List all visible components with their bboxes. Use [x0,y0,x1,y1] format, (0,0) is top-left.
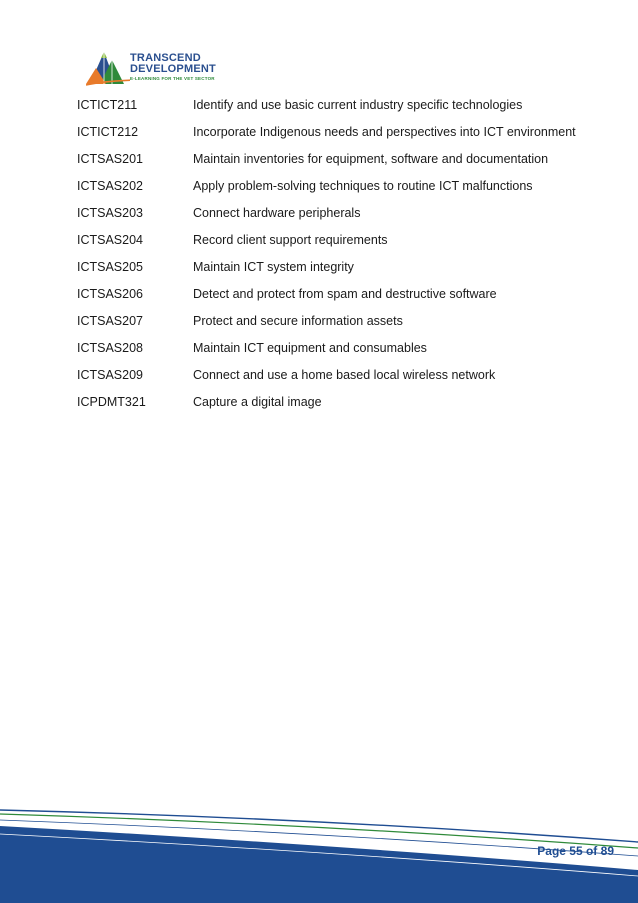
logo-tagline: E-LEARNING FOR THE VET SECTOR [130,76,215,81]
unit-code: ICTSAS204 [77,233,144,247]
unit-list [77,94,577,418]
list-item [77,121,577,143]
logo-text-line2: DEVELOPMENT [130,63,216,75]
list-item [77,391,577,413]
unit-title: Maintain inventories for equipment, software and documentation [193,152,549,166]
unit-code: ICTSAS203 [77,206,144,220]
unit-code: ICTSAS206 [77,287,144,301]
unit-code: ICTSAS205 [77,260,144,274]
unit-title: Apply problem-solving techniques to routine ICT malfunctions [193,179,533,193]
company-logo [86,46,246,86]
unit-title: Protect and secure information assets [193,314,403,328]
list-item [77,256,577,278]
unit-code: ICTSAS202 [77,179,144,193]
unit-code: ICTSAS208 [77,341,144,355]
page-number: Page 55 of 89 [537,844,614,858]
unit-code: ICTSAS207 [77,314,144,328]
list-item [77,310,577,332]
list-item [77,202,577,224]
list-item [77,148,577,170]
unit-code: ICTSAS209 [77,368,144,382]
unit-code: ICTICT212 [77,125,139,139]
list-item [77,283,577,305]
unit-code: ICTICT211 [77,98,138,112]
unit-title: Connect hardware peripherals [193,206,361,220]
logo-mountain-icon [86,46,130,86]
list-item [77,175,577,197]
unit-code: ICTSAS201 [77,152,144,166]
unit-title: Connect and use a home based local wireless network [193,368,496,382]
unit-code: ICPDMT321 [77,395,146,409]
logo-text-line1: TRANSCEND [130,52,201,64]
unit-title: Identify and use basic current industry specific technologies [193,98,523,112]
unit-title: Maintain ICT equipment and consumables [193,341,427,355]
list-item [77,337,577,359]
list-item [77,94,577,116]
list-item [77,229,577,251]
unit-title: Record client support requirements [193,233,388,247]
unit-title: Incorporate Indigenous needs and perspectives into ICT environment [193,125,576,139]
unit-title: Maintain ICT system integrity [193,260,354,274]
list-item [77,364,577,386]
unit-title: Capture a digital image [193,395,322,409]
unit-title: Detect and protect from spam and destructive software [193,287,497,301]
